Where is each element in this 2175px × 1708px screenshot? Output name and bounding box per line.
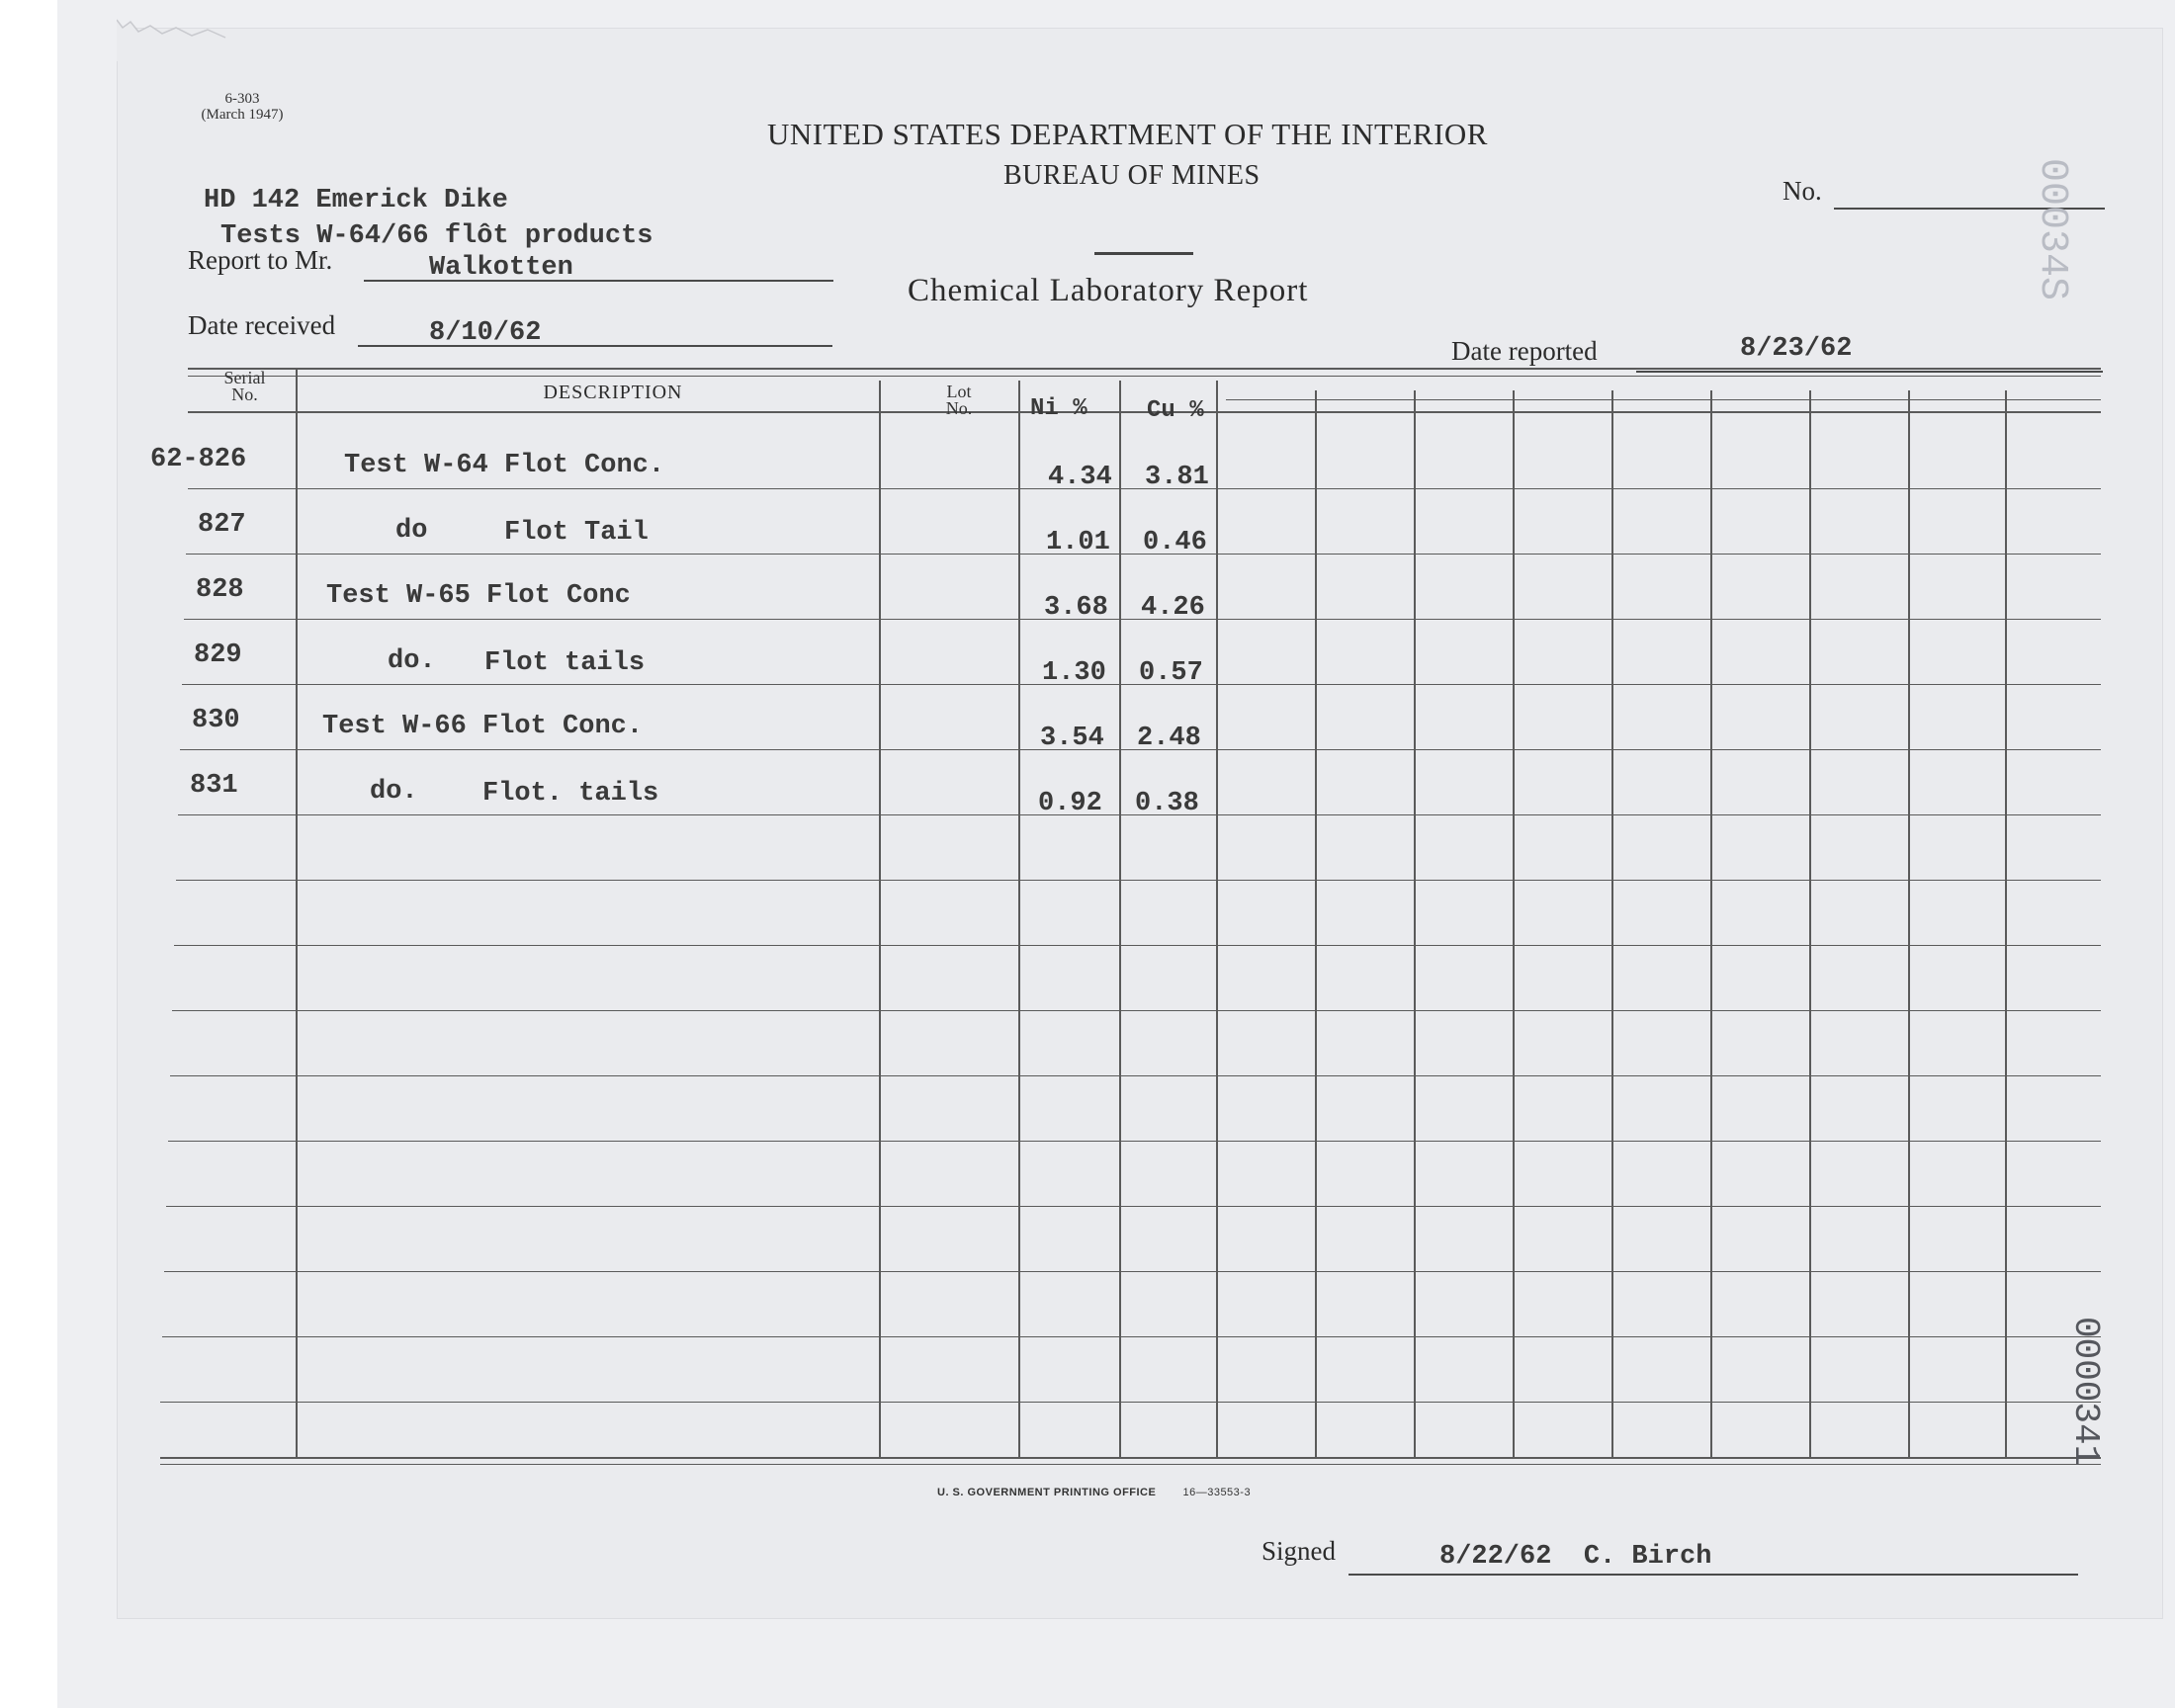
header-right-rule: [1226, 399, 2101, 400]
description-cell: Test W-64 Flot Conc.: [344, 451, 665, 480]
description-cell: Test W-66 Flot Conc.: [322, 712, 644, 741]
table-top-rule: [188, 368, 2101, 370]
cu-cell: 0.46: [1143, 528, 1207, 557]
table-bottom-rule: [160, 1457, 2101, 1459]
ni-cell: 3.54: [1040, 724, 1104, 753]
table-bottom-rule-inner: [160, 1464, 2101, 1465]
signed-value: 8/22/62 C. Birch: [1439, 1542, 1712, 1572]
row-rule: [172, 1010, 2101, 1011]
ni-cell: 4.34: [1048, 463, 1112, 492]
description-cell: Flot. tails: [482, 779, 659, 809]
serial-column-header: Serial No.: [223, 368, 266, 404]
description-cell: Flot Tail: [504, 518, 649, 548]
ni-cell: 0.92: [1038, 789, 1102, 818]
header-bottom-rule: [188, 411, 2101, 413]
col-divider-cu: [1216, 381, 1218, 1457]
col-divider-blank: [1414, 390, 1416, 1457]
number-label: No.: [1783, 176, 1822, 206]
description-cell: Test W-65 Flot Conc: [326, 581, 631, 611]
ni-cell: 1.01: [1046, 528, 1110, 557]
date-received-label: Date received: [188, 310, 336, 340]
col-divider-ni: [1119, 381, 1121, 1457]
col-divider-blank: [2005, 390, 2007, 1457]
cu-cell: 0.57: [1139, 658, 1203, 688]
report-to-label: Report to Mr.: [188, 245, 333, 275]
tests-line: Tests W-64/66 flôt products: [220, 221, 653, 251]
form-edition: (March 1947): [201, 107, 284, 123]
description-column-header: DESCRIPTION: [543, 382, 683, 403]
stamped-number-faint: 00034S: [2030, 158, 2074, 301]
report-sheet: [117, 28, 2163, 1619]
form-number-text: 6-303: [224, 91, 260, 107]
description-ditto: do.: [388, 646, 436, 676]
serial-cell: 831: [190, 771, 238, 801]
project-line: HD 142 Emerick Dike: [204, 186, 508, 215]
table-top-rule-inner: [188, 376, 2101, 377]
serial-cell: 827: [198, 510, 246, 540]
serial-cell: 829: [194, 640, 242, 670]
ni-cell: 3.68: [1044, 593, 1108, 623]
row-rule: [174, 945, 2101, 946]
cu-cell: 0.38: [1135, 789, 1199, 818]
ni-cell: 1.30: [1042, 658, 1106, 688]
row-rule: [176, 880, 2101, 881]
serial-cell: 828: [196, 575, 244, 605]
lot-column-header: Lot No.: [945, 382, 973, 418]
signature-line: [1348, 1574, 2078, 1576]
col-divider-blank: [1908, 390, 1910, 1457]
department-heading: UNITED STATES DEPARTMENT OF THE INTERIOR: [767, 117, 1488, 151]
print-code: 16—33553-3: [1182, 1487, 1252, 1498]
stamped-number: 0000341: [2065, 1317, 2106, 1467]
date-received-value: 8/10/62: [429, 318, 542, 348]
description-cell: Flot tails: [484, 648, 646, 678]
printing-office-note: [937, 1487, 1251, 1498]
signed-label: Signed: [1262, 1536, 1337, 1566]
cu-column-header: Cu %: [1147, 397, 1204, 424]
col-divider-serial: [296, 368, 298, 1457]
report-title: Chemical Laboratory Report: [908, 273, 1309, 308]
serial-cell: 62-826: [150, 445, 247, 474]
cu-cell: 2.48: [1137, 724, 1201, 753]
description-ditto: do: [395, 516, 428, 546]
date-reported-value: 8/23/62: [1740, 334, 1853, 364]
col-divider-description: [879, 381, 881, 1457]
report-to-value: Walkotten: [429, 253, 573, 283]
ni-column-header: Ni %: [1030, 395, 1088, 422]
form-number: [188, 91, 297, 123]
date-reported-label: Date reported: [1451, 336, 1598, 366]
col-divider-blank: [1611, 390, 1613, 1457]
col-divider-blank: [1513, 390, 1515, 1457]
cu-cell: 4.26: [1141, 593, 1205, 623]
bureau-heading: BUREAU OF MINES: [1003, 160, 1261, 191]
date-reported-line: [1636, 371, 2103, 373]
printing-office-text: U. S. GOVERNMENT PRINTING OFFICE: [937, 1487, 1157, 1498]
cu-cell: 3.81: [1145, 463, 1209, 492]
col-divider-lot: [1018, 381, 1020, 1457]
title-rule: [1094, 252, 1193, 255]
serial-cell: 830: [192, 706, 240, 735]
description-ditto: do.: [370, 777, 418, 807]
row-rule: [170, 1075, 2101, 1076]
col-divider-blank: [1809, 390, 1811, 1457]
torn-corner: [117, 18, 235, 61]
col-divider-blank: [1710, 390, 1712, 1457]
col-divider-blank: [1315, 390, 1317, 1457]
